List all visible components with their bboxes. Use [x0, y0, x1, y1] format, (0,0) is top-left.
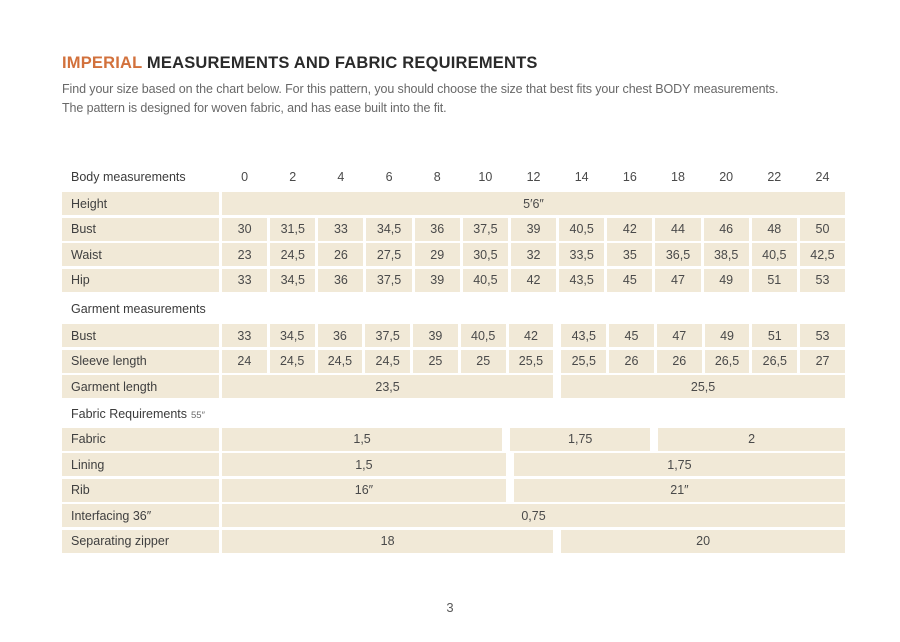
intro-text — [62, 80, 778, 118]
value-cell: 25,5 — [509, 350, 554, 373]
size-column-header: 8 — [433, 170, 441, 184]
value-cell: 30 — [222, 218, 267, 241]
value-cell: 36 — [318, 269, 363, 292]
value-cell: 43,5 — [561, 324, 606, 347]
value-cell: 27,5 — [366, 243, 411, 266]
size-column-header: 14 — [574, 170, 589, 184]
value-cell: 33 — [222, 269, 267, 292]
row-label: Lining — [62, 453, 219, 476]
value-cell: 37,5 — [366, 269, 411, 292]
value-cell: 31,5 — [270, 218, 315, 241]
value-cell: 26 — [609, 350, 654, 373]
row-label: Garment length — [62, 375, 219, 398]
row-label: Rib — [62, 479, 219, 502]
value-cell: 26,5 — [752, 350, 797, 373]
value-cell: 27 — [800, 350, 845, 373]
size-column-header: 0 — [241, 170, 249, 184]
value-cell: 42 — [607, 218, 652, 241]
value-cell: 47 — [655, 269, 700, 292]
value-cell: 5′6″ — [222, 192, 845, 215]
value-cell: 20 — [561, 530, 845, 553]
page-title — [62, 54, 538, 73]
value-cell: 40,5 — [752, 243, 797, 266]
table-row — [62, 428, 845, 451]
measurements-table — [62, 164, 845, 555]
value-cell: 23 — [222, 243, 267, 266]
intro-line-1: Find your size based on the chart below. For this pattern, you should choose the size that best fits your chest BODY measurements. — [62, 82, 779, 96]
value-cell: 34,5 — [366, 218, 411, 241]
value-cell: 32 — [511, 243, 556, 266]
size-column-header: 6 — [385, 170, 393, 184]
value-cell: 24 — [222, 350, 267, 373]
size-column-header: 4 — [337, 170, 345, 184]
row-label: Bust — [62, 218, 219, 241]
value-cell: 34,5 — [270, 269, 315, 292]
value-cell: 24,5 — [318, 350, 363, 373]
value-cell: 18 — [222, 530, 553, 553]
table-row — [62, 243, 845, 266]
value-cell: 40,5 — [559, 218, 604, 241]
table-row — [62, 324, 845, 347]
table-row — [62, 530, 845, 553]
value-cell: 23,5 — [222, 375, 553, 398]
value-cell: 1,5 — [222, 453, 506, 476]
section-header-note: 55″ — [191, 409, 205, 421]
value-cell: 1,75 — [514, 453, 845, 476]
value-cell: 53 — [800, 324, 845, 347]
page-title-highlight: IMPERIAL — [62, 54, 143, 72]
value-cell: 25,5 — [561, 375, 845, 398]
value-cell: 0,75 — [222, 504, 845, 527]
value-cell: 24,5 — [270, 350, 315, 373]
table-row — [62, 218, 845, 241]
page-number: 3 — [446, 600, 454, 615]
value-cell: 33 — [318, 218, 363, 241]
value-cell: 37,5 — [463, 218, 508, 241]
section-header-row — [62, 294, 845, 324]
value-cell: 39 — [415, 269, 460, 292]
size-column-header: 2 — [289, 170, 297, 184]
value-cell: 39 — [511, 218, 556, 241]
size-column-header: 18 — [671, 170, 685, 184]
value-cell: 53 — [800, 269, 845, 292]
value-cell: 50 — [800, 218, 845, 241]
row-label: Bust — [62, 324, 219, 347]
value-cell: 45 — [609, 324, 654, 347]
value-cell: 43,5 — [559, 269, 604, 292]
row-label: Hip — [62, 269, 219, 292]
value-cell: 48 — [752, 218, 797, 241]
row-label: Interfacing 36″ — [62, 504, 219, 527]
value-cell: 45 — [607, 269, 652, 292]
value-cell: 42 — [509, 324, 554, 347]
value-cell: 25 — [461, 350, 506, 373]
value-cell: 40,5 — [461, 324, 506, 347]
value-cell: 34,5 — [270, 324, 315, 347]
table-row — [62, 375, 845, 398]
value-cell: 16″ — [222, 479, 506, 502]
size-column-header: 16 — [622, 170, 637, 184]
value-cell: 49 — [704, 269, 749, 292]
value-cell: 1,75 — [510, 428, 650, 451]
table-header-label: Body measurements — [71, 170, 186, 184]
value-cell: 49 — [705, 324, 750, 347]
row-label: Separating zipper — [62, 530, 219, 553]
value-cell: 42,5 — [800, 243, 845, 266]
value-cell: 39 — [413, 324, 458, 347]
row-label: Sleeve length — [62, 350, 219, 373]
value-cell: 37,5 — [365, 324, 410, 347]
value-cell: 40,5 — [463, 269, 508, 292]
table-row — [62, 350, 845, 373]
row-label: Waist — [62, 243, 219, 266]
value-cell: 26,5 — [705, 350, 750, 373]
value-cell: 35 — [607, 243, 652, 266]
table-row — [62, 192, 845, 215]
value-cell: 44 — [655, 218, 700, 241]
value-cell: 2 — [658, 428, 845, 451]
value-cell: 21″ — [514, 479, 845, 502]
value-cell: 29 — [415, 243, 460, 266]
value-cell: 26 — [657, 350, 702, 373]
value-cell: 36 — [415, 218, 460, 241]
table-row — [62, 479, 845, 502]
section-header-label: Fabric Requirements — [71, 407, 188, 421]
value-cell: 38,5 — [704, 243, 749, 266]
value-cell: 42 — [511, 269, 556, 292]
value-cell: 25,5 — [561, 350, 606, 373]
value-cell: 24,5 — [270, 243, 315, 266]
section-header-row — [62, 401, 845, 428]
size-column-header: 24 — [815, 170, 830, 184]
value-cell: 25 — [413, 350, 458, 373]
intro-line-2: The pattern is designed for woven fabric, and has ease built into the fit. — [62, 101, 447, 115]
value-cell: 51 — [752, 269, 797, 292]
row-label: Height — [62, 192, 219, 215]
value-cell: 51 — [752, 324, 797, 347]
value-cell: 33 — [222, 324, 267, 347]
section-header-label: Garment measurements — [71, 302, 206, 316]
table-row — [62, 504, 845, 527]
value-cell: 36 — [318, 324, 363, 347]
value-cell: 24,5 — [365, 350, 410, 373]
page-title-rest: MEASUREMENTS AND FABRIC REQUIREMENTS — [142, 54, 538, 72]
table-row — [62, 453, 845, 476]
size-column-header: 20 — [719, 170, 734, 184]
table-row — [62, 269, 845, 292]
table-header-row — [62, 164, 845, 190]
size-column-header: 22 — [767, 170, 782, 184]
value-cell: 1,5 — [222, 428, 502, 451]
value-cell: 47 — [657, 324, 702, 347]
value-cell: 30,5 — [463, 243, 508, 266]
value-cell: 36,5 — [655, 243, 700, 266]
row-label: Fabric — [62, 428, 219, 451]
value-cell: 26 — [318, 243, 363, 266]
size-column-header: 12 — [526, 170, 541, 184]
value-cell: 33,5 — [559, 243, 604, 266]
size-column-header: 10 — [478, 170, 493, 184]
value-cell: 46 — [704, 218, 749, 241]
